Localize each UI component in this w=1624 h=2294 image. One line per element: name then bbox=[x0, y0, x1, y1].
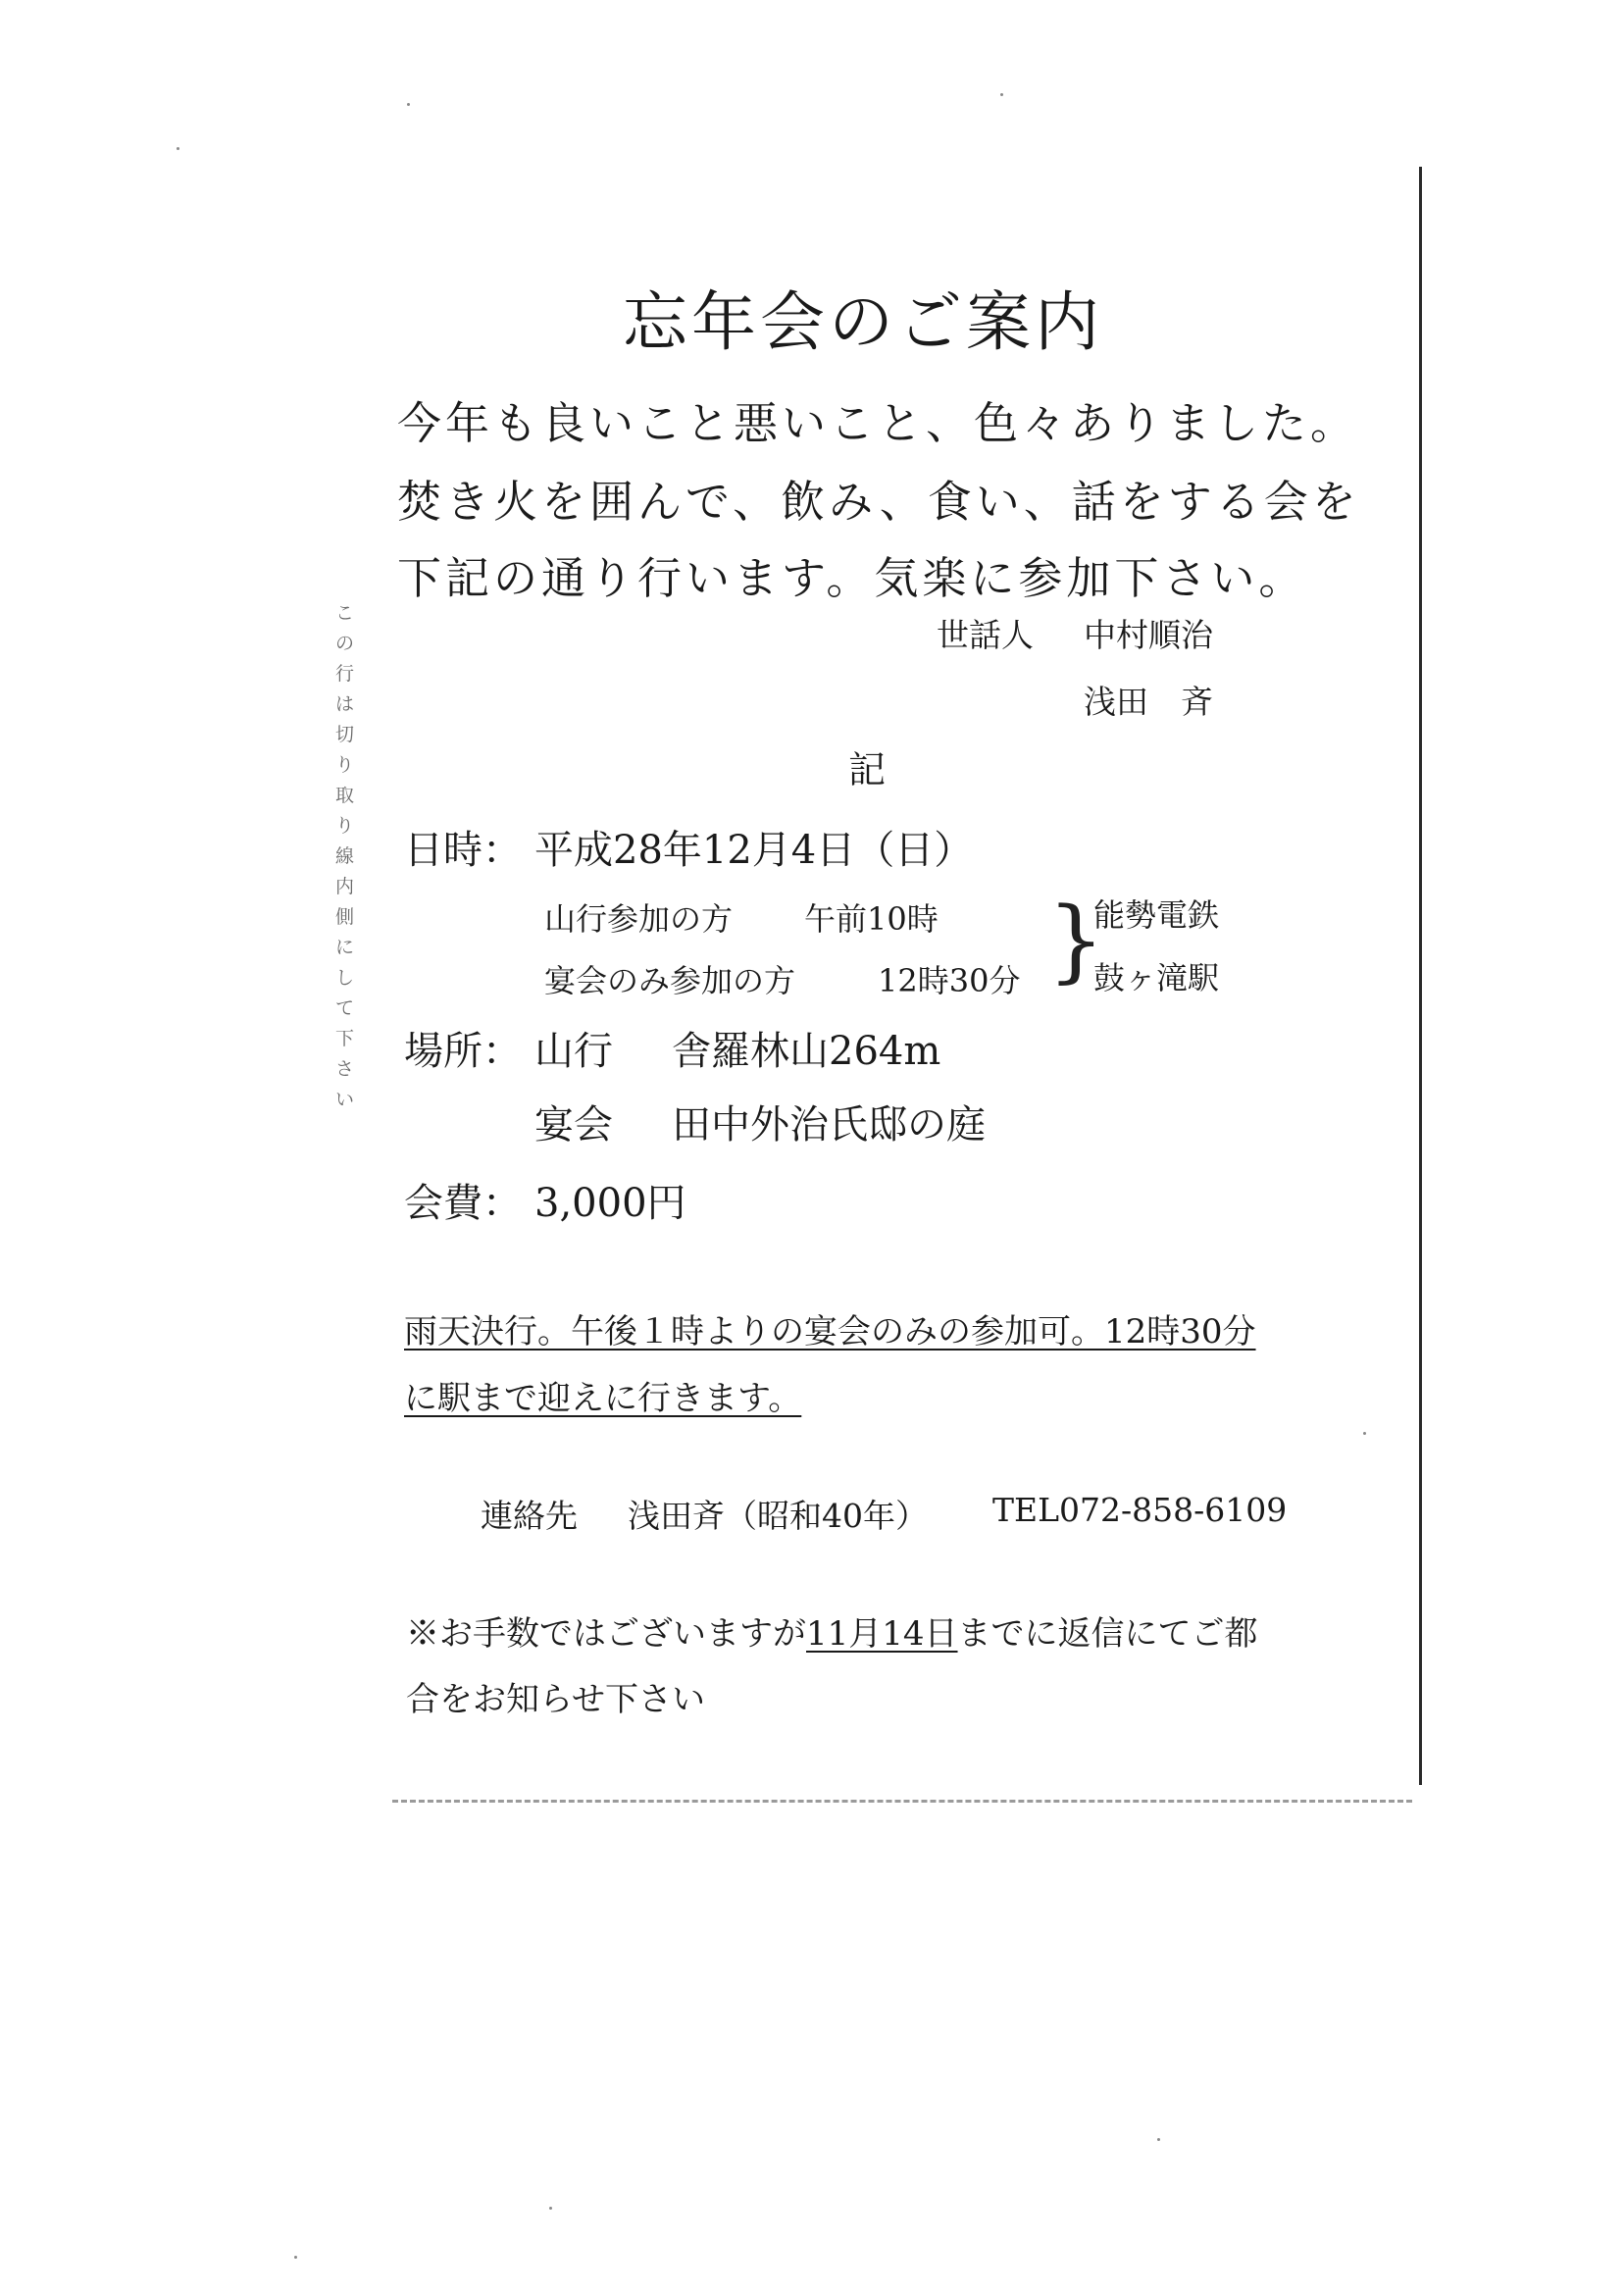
place-value: 田中外治氏邸の庭 bbox=[672, 1102, 986, 1147]
weather-note: 雨天決行。午後１時よりの宴会のみの参加可。12時30分 bbox=[404, 1312, 1256, 1351]
meeting-point: 能勢電鉄 bbox=[1093, 896, 1220, 934]
scan-speck bbox=[1157, 2138, 1160, 2141]
scan-speck bbox=[407, 103, 410, 106]
cut-line bbox=[392, 1800, 1412, 1803]
scan-edge-line bbox=[1419, 167, 1422, 1785]
fee-value: 3,000円 bbox=[534, 1181, 686, 1226]
deadline-date: 11月14日 bbox=[806, 1614, 958, 1654]
scan-speck bbox=[294, 2256, 297, 2259]
contact-label: 連絡先 bbox=[481, 1497, 578, 1535]
schedule-time: 午前10時 bbox=[804, 900, 939, 938]
place-value: 舎羅林山264m bbox=[672, 1029, 941, 1074]
deadline-prefix: ※お手数ではございますが bbox=[406, 1614, 806, 1654]
datetime-label: 日時： bbox=[404, 828, 522, 873]
contact-tel: TEL072-858-6109 bbox=[992, 1491, 1288, 1529]
contact-name: 浅田斉（昭和40年） bbox=[628, 1497, 928, 1535]
schedule-who: 山行参加の方 bbox=[544, 900, 734, 938]
scan-speck bbox=[549, 2207, 552, 2210]
scan-speck bbox=[1000, 93, 1003, 96]
deadline-suffix: までに返信にてご都 bbox=[957, 1614, 1258, 1654]
scan-speck bbox=[177, 147, 179, 150]
margin-note: この行は切り取り線内側にして下さい bbox=[335, 602, 355, 1110]
intro-line: 焚き火を囲んで、飲み、食い、話をする会を bbox=[397, 476, 1360, 528]
organizer-name: 浅田 斉 bbox=[1084, 683, 1213, 721]
scan-speck bbox=[1363, 1432, 1366, 1435]
intro-line: 今年も良いこと悪いこと、色々ありました。 bbox=[397, 397, 1359, 449]
meeting-point: 鼓ヶ滝駅 bbox=[1093, 959, 1220, 996]
schedule-who: 宴会のみ参加の方 bbox=[544, 962, 796, 999]
datetime-value: 平成28年12月4日（日） bbox=[534, 828, 974, 873]
intro-line: 下記の通り行います。気楽に参加下さい。 bbox=[397, 552, 1307, 604]
place-label: 場所： bbox=[404, 1029, 522, 1074]
weather-note: に駅まで迎えに行きます。 bbox=[404, 1379, 802, 1418]
brace-symbol: } bbox=[1047, 888, 1105, 993]
schedule-time: 12時30分 bbox=[878, 962, 1021, 999]
fee-label: 会費： bbox=[404, 1181, 522, 1226]
place-kind: 宴会 bbox=[534, 1102, 613, 1147]
deadline-line: 合をお知らせ下さい bbox=[406, 1680, 705, 1719]
page-title: 忘年会のご案内 bbox=[623, 284, 1103, 360]
deadline-line bbox=[406, 1606, 1258, 1655]
organizer-label: 世話人 bbox=[937, 616, 1034, 654]
place-kind: 山行 bbox=[534, 1029, 613, 1074]
organizer-name: 中村順治 bbox=[1084, 616, 1213, 654]
section-mark: 記 bbox=[848, 748, 887, 791]
